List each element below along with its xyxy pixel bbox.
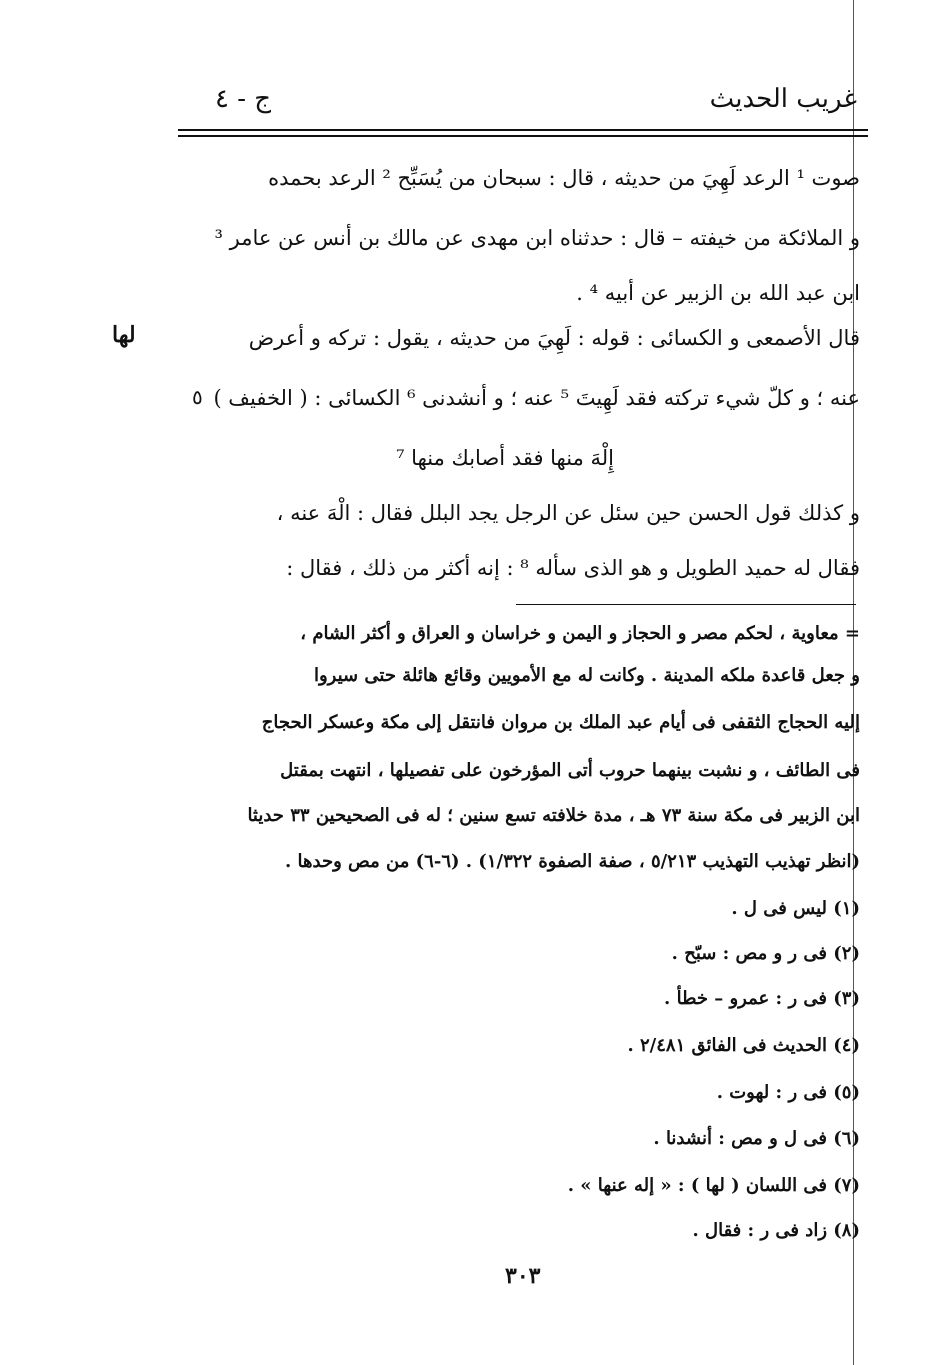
main-text-line: و الملائكة من خيفته – قال : حدثناه ابن مهدى عن مالك بن أنس عن عامر ³ (214, 226, 860, 250)
main-text-line: عنه ؛ و كلّ شيء تركته فقد لَهِيتَ ⁵ عنه ؛ و أنشدنى ⁶ الكسائى : ( الخفيف ) (213, 386, 860, 410)
page-number: ٣٠٣ (505, 1263, 541, 1289)
main-text-line: صوت ¹ الرعد لَهِيَ من حديثه ، قال : سبحان من يُسَبِّح ² الرعد بحمده (268, 166, 860, 190)
main-text-line: و كذلك قول الحسن حين سئل عن الرجل يجد البلل فقال : الْهَ عنه ، (276, 501, 860, 525)
line-number: ٥ (192, 385, 203, 409)
main-text-line: قال الأصمعى و الكسائى : قوله : لَهِيَ من حديثه ، يقول : تركه و أعرض (248, 326, 860, 350)
footnote-item: (٨) زاد فى ر : فقال . (692, 1220, 860, 1241)
running-header (175, 80, 865, 126)
header-rule-bottom (178, 135, 868, 137)
header-volume: ج - ٤ (215, 84, 272, 114)
footnote-continuation-line: فى الطائف ، و نشبت بينهما حروب أتى المؤرخون على تفصيلها ، انتهت بمقتل (280, 760, 860, 781)
footnote-item: (٧) فى اللسان ( لها ) : « إله عنها » . (567, 1175, 860, 1196)
main-text-line: ابن عبد الله بن الزبير عن أبيه ⁴ . (576, 281, 860, 305)
footnote-continuation-line: إليه الحجاج الثقفى فى أيام عبد الملك بن مروان فانتقل إلى مكة وعسكر الحجاج (261, 712, 860, 733)
footnote-continuation-line: (انظر تهذيب التهذيب ٥/٢١٣ ، صفة الصفوة ١/٣٢٢) . (٦-٦) من مص وحدها . (285, 851, 860, 872)
footnote-item: (٣) فى ر : عمرو – خطأ . (664, 988, 860, 1009)
margin-keyword: لها (112, 322, 136, 348)
footnote-continuation-line: = معاوية ، لحكم مصر و الحجاز و اليمن و خراسان و العراق و أكثر الشام ، (300, 623, 860, 644)
header-rule-top (178, 129, 868, 131)
footnote-item: (٢) فى ر و مص : سبّح . (671, 943, 860, 964)
footnote-continuation-line: و جعل قاعدة ملكه المدينة . وكانت له مع الأمويين وقائع هائلة حتى سيروا (313, 665, 860, 686)
footnote-item: (٤) الحديث فى الفائق ٢/٤٨١ . (627, 1035, 860, 1056)
main-text-line: فقال له حميد الطويل و هو الذى سأله ⁸ : إنه أكثر من ذلك ، فقال : (286, 556, 860, 580)
footnote-item: (١) ليس فى ل . (731, 898, 860, 919)
footnote-item: (٦) فى ل و مص : أنشدنا . (653, 1128, 860, 1149)
footnote-item: (٥) فى ر : لهوت . (716, 1082, 860, 1103)
footnote-separator (516, 604, 856, 605)
verse-line: إِلْهَ منها فقد أصابك منها ⁷ (396, 446, 614, 470)
footnote-continuation-line: ابن الزبير فى مكة سنة ٧٣ هـ ، مدة خلافته تسع سنين ؛ له فى الصحيحين ٣٣ حديثا (247, 805, 860, 826)
header-title: غريب الحديث (709, 84, 857, 114)
